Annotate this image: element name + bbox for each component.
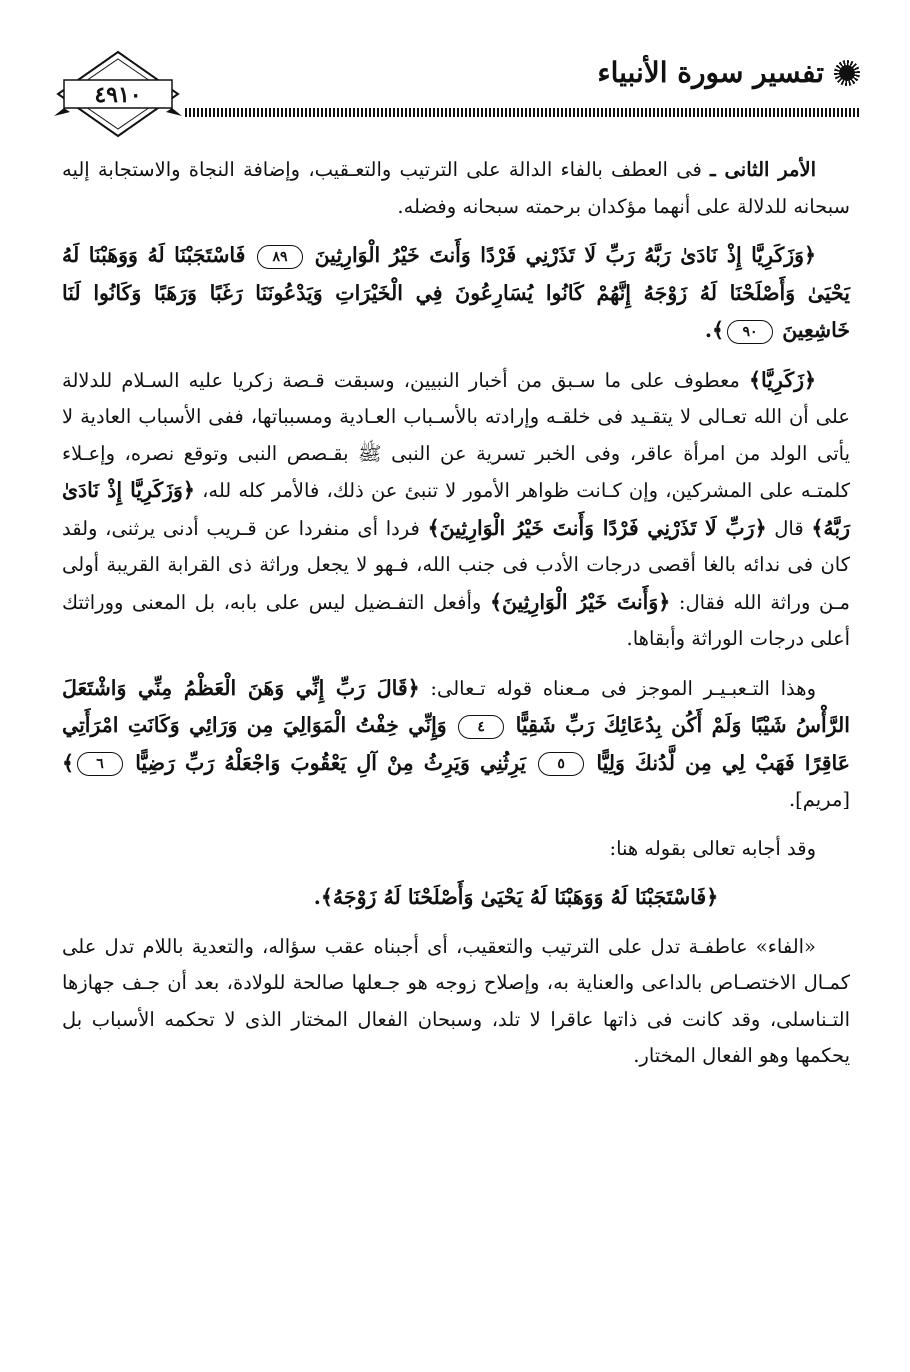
quran-text: ﴿وَزَكَرِيَّا إِذْ نَادَىٰ رَبَّهُ رَبِّ لَا تَذَرْنِي فَرْدًا وَأَنتَ خَيْرُ الْوَارِثِينَ xyxy=(314,243,817,267)
paragraph-text: وأفعل التفـضيل ليس على بابه، بل المعنى ووراثتك أعلى درجات الوراثة وأبقاها. xyxy=(62,590,850,650)
paragraph-4 xyxy=(62,670,850,819)
paragraph-text: قال xyxy=(766,516,812,540)
ayah-number-marker: ٩٠ xyxy=(727,320,773,344)
quran-close-bracket: ﴾. xyxy=(704,318,725,342)
paragraph-6-quran-verse xyxy=(62,879,850,917)
paragraph-text: وقد أجابه تعالى بقوله هنا: xyxy=(609,836,816,860)
quran-text: فَاسْتَجَبْنَا لَهُ وَوَهَبْنَا لَهُ يَحْيَىٰ وَأَصْلَحْنَا لَهُ زَوْجَهُ إِنَّهُمْ كَانُوا يُسَارِعُونَ فِي الْخَيْرَاتِ وَيَدْعُونَنَا رَغَبًا وَرَهَبًا وَكَانُوا لَنَا خَاشِعِينَ xyxy=(62,243,850,342)
running-title xyxy=(597,56,860,89)
rosette-ornament-icon xyxy=(834,60,860,86)
paragraph-2-quran-verse xyxy=(62,237,850,350)
paragraph-text: معطوف على ما سـبق من أخبار النبيين، وسبقت قـصة زكريا عليه السـلام للدلالة على أن الله تعـالى لا يتقـيد فى خلقـه وإرادته بالأسـباب العـادية ومسبباتها، ففى الأسباب العادية لا يأتى الولد من امرأة عاقر، وفى الخبر تسرية عن النبى ﷺ بقـصص النبى وتوقع نصره، وإعـلاء كلمتـه على المشركين، وإن كـانت ظواهر الأمور لا تنبئ عن ذلك، فالأمر كله لله، xyxy=(62,368,850,502)
quran-text: ﴿رَبِّ لَا تَذَرْنِي فَرْدًا وَأَنتَ خَيْرُ الْوَارِثِينَ﴾ xyxy=(427,515,767,540)
header-rule xyxy=(185,108,860,117)
paragraph-7 xyxy=(62,929,850,1075)
running-title-text: تفسير سورة الأنبياء xyxy=(597,56,824,89)
quran-text: وَإِنِّي خِفْتُ الْمَوَالِيَ مِن وَرَائِي وَكَانَتِ امْرَأَتِي عَاقِرًا فَهَبْ لِي مِن لَّدُنكَ وَلِيًّا xyxy=(62,713,851,775)
ayah-number-marker: ٥ xyxy=(538,752,584,776)
quran-text: ﴿قَالَ رَبِّ إِنِّي وَهَنَ الْعَظْمُ مِنِّي وَاشْتَعَلَ الرَّأْسُ شَيْبًا وَلَمْ أَكُن بِدُعَائِكَ رَبِّ شَقِيًّا xyxy=(62,675,850,737)
ayah-number-marker: ٨٩ xyxy=(257,245,303,269)
page-number-badge xyxy=(50,50,185,140)
page-number: ٤٩١٠ xyxy=(94,82,142,108)
ayah-number-marker: ٦ xyxy=(77,752,123,776)
quran-text: ﴿زَكَرِيَّا﴾ xyxy=(749,367,816,392)
page-header xyxy=(50,48,860,158)
quran-text: ﴿فَاسْتَجَبْنَا لَهُ وَوَهَبْنَا لَهُ يَحْيَىٰ وَأَصْلَحْنَا لَهُ زَوْجَهُ﴾. xyxy=(313,885,719,909)
paragraph-5 xyxy=(62,831,850,868)
quran-text: ﴿وَأَنتَ خَيْرُ الْوَارِثِينَ﴾ xyxy=(489,589,671,614)
ayah-number-marker: ٤ xyxy=(458,715,504,739)
paragraph-lead: الأمر الثانى ـ xyxy=(710,158,816,181)
paragraph-text: «الفاء» عاطفـة تدل على الترتيب والتعقيب، أى أجبناه عقب سؤاله، والتعدية باللام تدل على كمـال الاختصـاص بالداعى والعناية به، وإصلاح زوجه هو جـعلها صالحة للولادة، بعد أن جـف جهازها التـناسلى، وقد كانت فى ذاتها عاقرا لا تلد، وسبحان الفعال المختار الذى لا تحكمه الأسباب بل يحكمها وهو الفعال المختار. xyxy=(62,934,850,1067)
quran-text: يَرِثُنِي وَيَرِثُ مِنْ آلِ يَعْقُوبَ وَاجْعَلْهُ رَبِّ رَضِيًّا xyxy=(135,750,527,775)
surah-reference: [مريم]. xyxy=(788,788,850,811)
page-body xyxy=(62,152,850,1087)
paragraph-3 xyxy=(62,362,850,658)
quran-text: ﴿وَزَكَرِيَّا إِذْ نَادَىٰ رَبَّهُ﴾ xyxy=(62,478,850,540)
paragraph-1 xyxy=(62,152,850,225)
quran-close-bracket: ﴾ xyxy=(62,750,75,775)
paragraph-text: وهذا التـعبـيـر الموجز فى مـعناه قوله تـعالى: xyxy=(419,676,816,700)
paragraph-text: فردا أى منفردا عن قـريب أدنى يرثنى، ولقد كان فى ندائه بالغا أقصى درجات الأدب فى جنب الله، فـهو لا يجعل وراثة ذى القرابة القريبة أولى مـن وراثة الله فقال: xyxy=(62,516,850,614)
paragraph-text: فى العطف بالفاء الدالة على الترتيب والتعـقيب، وإضافة النجاة والاستجابة إليه سبحانه للدلالة على أنهما مؤكدان برحمته سبحانه وفضله. xyxy=(62,158,850,218)
